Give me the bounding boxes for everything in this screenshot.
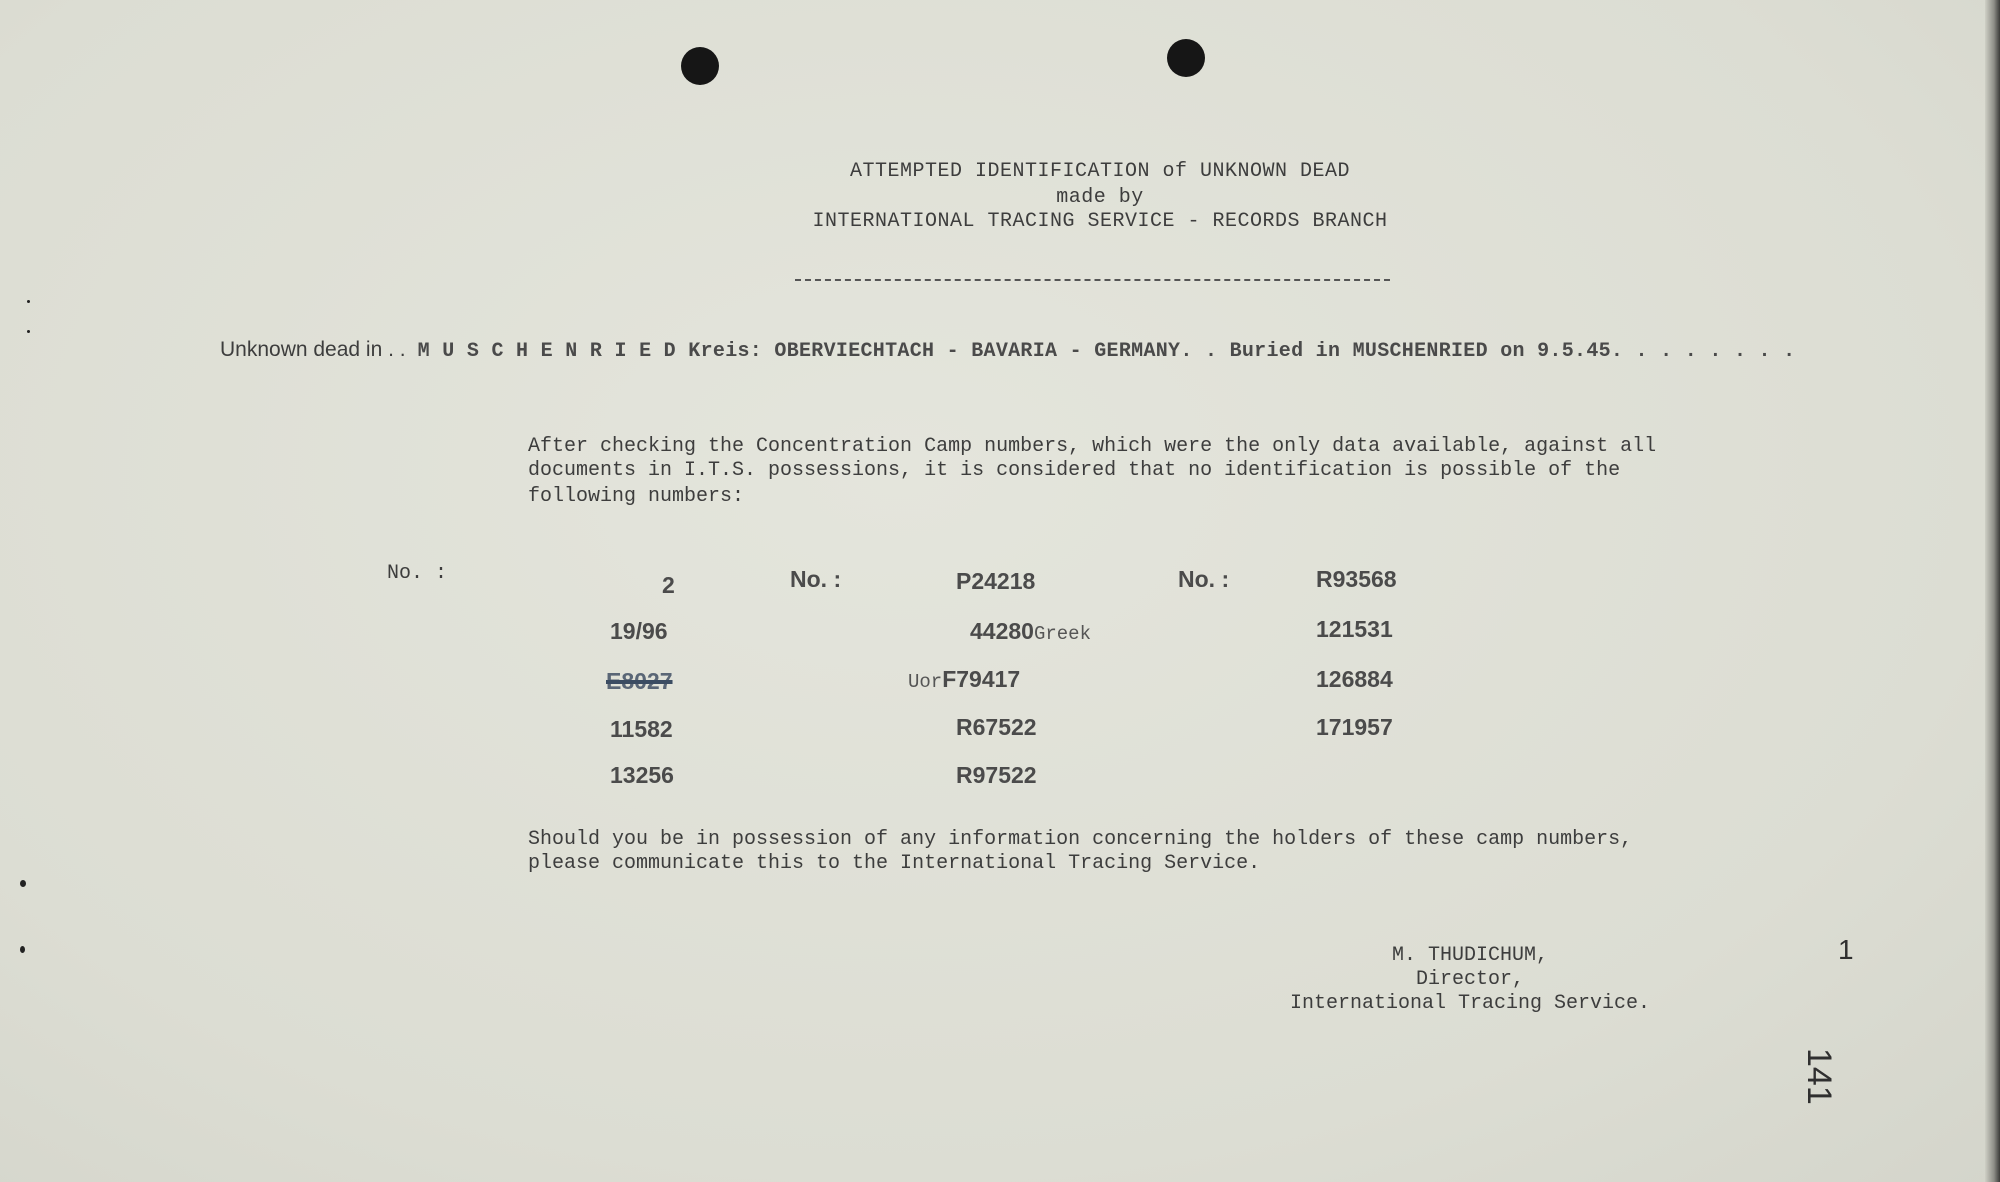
signature-name: M. THUDICHUM,: [1391, 944, 1549, 967]
page-edge-shadow: [1985, 0, 2000, 1182]
no-label-1: No. :: [387, 562, 448, 585]
camp-number-c2-3-note: Uor: [908, 671, 943, 693]
margin-mark: [27, 330, 30, 333]
intro-line-3: following numbers:: [528, 485, 745, 508]
margin-mark: [20, 946, 25, 953]
heading-title: ATTEMPTED IDENTIFICATION of UNKNOWN DEAD: [849, 160, 1351, 183]
camp-number-c2-2: [970, 618, 1091, 645]
camp-number-c3-2: 121531: [1316, 616, 1393, 642]
punch-hole-left: [681, 47, 719, 85]
closing-line-1: Should you be in possession of any information concerning the holders of these camp numbers,: [528, 828, 1633, 851]
heading-divider: [795, 279, 1390, 281]
camp-number-c2-3: [908, 666, 1020, 693]
location-line: [220, 338, 1795, 363]
no-label-3: No. :: [1178, 566, 1230, 592]
camp-number-c1-5: 13256: [610, 762, 674, 788]
closing-line-2: please communicate this to the International Tracing Service.: [528, 852, 1261, 875]
camp-number-c1-4: 11582: [610, 716, 673, 742]
camp-number-c1-3-crossed: E8027: [606, 668, 673, 694]
camp-number-c1-2: 19/96: [610, 618, 668, 644]
punch-hole-right: [1167, 39, 1205, 77]
margin-mark: [27, 300, 30, 303]
intro-line-1: After checking the Concentration Camp numbers, which were the only data available, against all: [528, 435, 1657, 458]
camp-number-c1-1: 2: [662, 572, 675, 598]
camp-number-c2-1: P24218: [956, 568, 1036, 594]
camp-number-c2-3-value: F79417: [942, 666, 1021, 692]
camp-number-c2-2-value: 44280: [970, 618, 1034, 644]
stamp-mark: 1: [1838, 934, 1854, 965]
location-prefix: Unknown dead in . .: [220, 338, 406, 361]
signature-organization: International Tracing Service.: [1289, 992, 1651, 1015]
camp-number-c2-5: R97522: [956, 762, 1037, 788]
margin-mark: [20, 880, 26, 887]
camp-number-c2-2-note: Greek: [1033, 623, 1091, 645]
intro-line-2: documents in I.T.S. possessions, it is considered that no identification is possible of the: [528, 459, 1621, 482]
no-label-2: No. :: [790, 566, 842, 592]
signature-title: Director,: [1415, 968, 1525, 991]
heading-organization: INTERNATIONAL TRACING SERVICE - RECORDS BRANCH: [812, 210, 1388, 233]
camp-number-c3-3: 126884: [1316, 666, 1393, 692]
location-place: M U S C H E N R I E D Kreis: OBERVIECHTACH - BAVARIA - GERMANY. . Buried in MUSCHENRIED on 9.5.45. . . . . . . .: [417, 340, 1796, 363]
camp-number-c3-1: R93568: [1316, 566, 1397, 592]
camp-number-c3-4: 171957: [1316, 714, 1393, 740]
stamp-page-number: 141: [1800, 1048, 1838, 1105]
heading-made-by: made by: [1056, 186, 1144, 209]
camp-number-c2-4: R67522: [956, 714, 1037, 740]
